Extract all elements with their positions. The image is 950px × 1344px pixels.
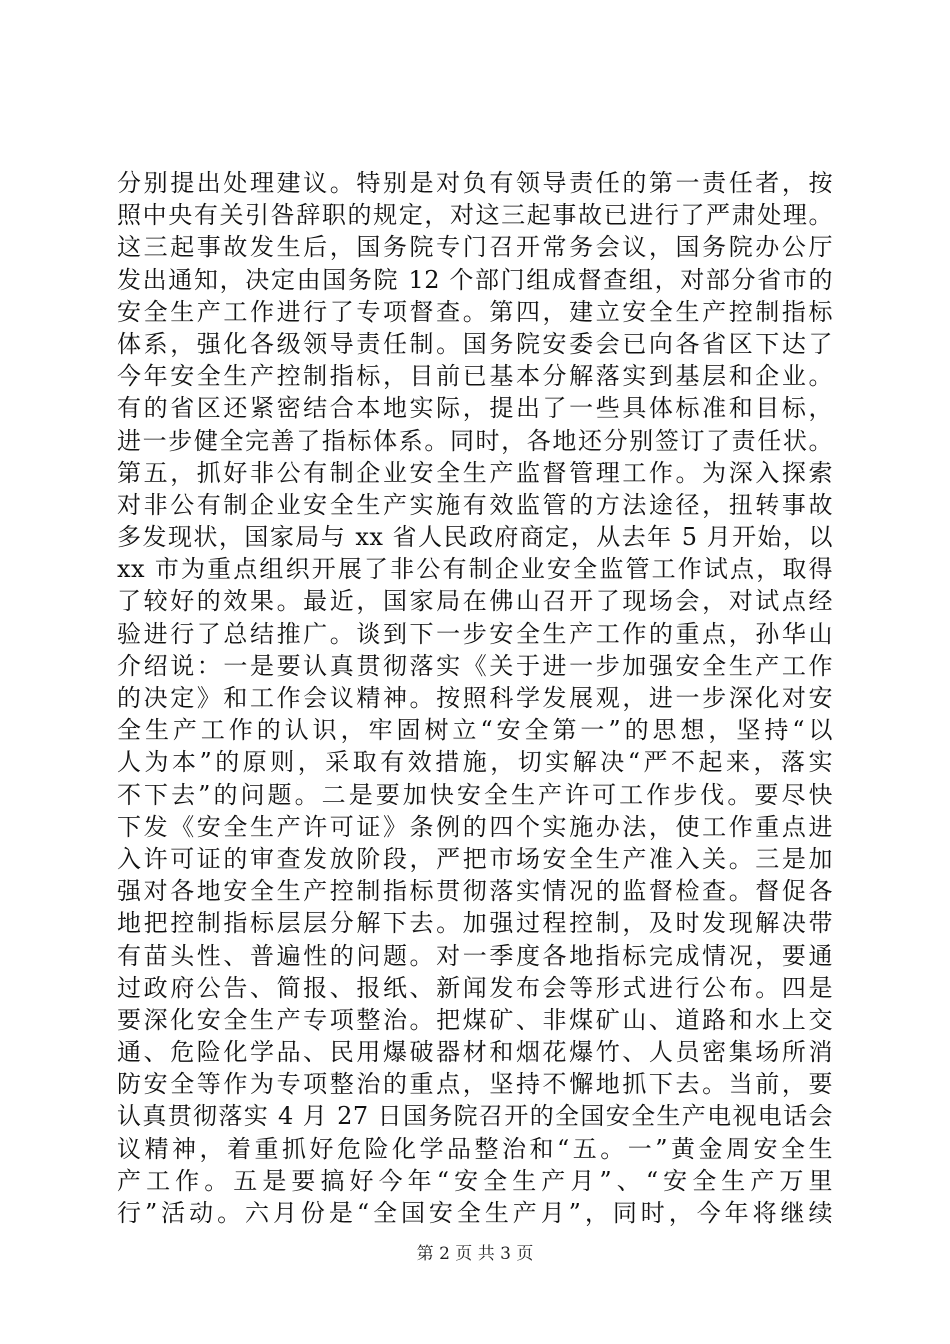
text-line: 照中央有关引咎辞职的规定，对这三起事故已进行了严肃处理。: [117, 201, 833, 230]
text-line: 认真贯彻落实 4 月 27 日国务院召开的全国安全生产电视电话会: [117, 1102, 833, 1131]
text-line: 入许可证的审查发放阶段，严把市场安全生产准入关。三是加: [117, 844, 833, 873]
text-line: 要深化安全生产专项整治。把煤矿、非煤矿山、道路和水上交: [117, 1005, 833, 1034]
text-line: 安全生产工作进行了专项督查。第四，建立安全生产控制指标: [117, 297, 833, 326]
text-line: 议精神，着重抓好危险化学品整治和“五。一”黄金周安全生: [117, 1134, 833, 1163]
text-line: 对非公有制企业安全生产实施有效监管的方法途径，扭转事故: [117, 490, 833, 519]
text-line: 强对各地安全生产控制指标贯彻落实情况的监督检查。督促各: [117, 877, 833, 906]
text-line: xx 市为重点组织开展了非公有制企业安全监管工作试点，取得: [117, 555, 833, 584]
text-line: 有的省区还紧密结合本地实际，提出了一些具体标准和目标，: [117, 394, 833, 423]
text-line: 了较好的效果。最近，国家局在佛山召开了现场会，对试点经: [117, 587, 833, 616]
text-line: 介绍说：一是要认真贯彻落实《关于进一步加强安全生产工作: [117, 651, 833, 680]
body-text: [117, 167, 833, 1229]
text-line: 发出通知，决定由国务院 12 个部门组成督查组，对部分省市的: [117, 265, 833, 294]
text-line: 第五，抓好非公有制企业安全生产监督管理工作。为深入探索: [117, 458, 833, 487]
text-line: 防安全等作为专项整治的重点，坚持不懈地抓下去。当前，要: [117, 1070, 833, 1099]
text-line: 地把控制指标层层分解下去。加强过程控制，及时发现解决带: [117, 909, 833, 938]
text-line: 全生产工作的认识，牢固树立“安全第一”的思想，坚持“以: [117, 716, 833, 745]
text-line: 产工作。五是要搞好今年“安全生产月”、“安全生产万里: [117, 1166, 833, 1195]
text-line: 不下去”的问题。二是要加快安全生产许可工作步伐。要尽快: [117, 780, 833, 809]
text-line: 人为本”的原则，采取有效措施，切实解决“严不起来，落实: [117, 748, 833, 777]
text-line: 通、危险化学品、民用爆破器材和烟花爆竹、人员密集场所消: [117, 1038, 833, 1067]
page-number-footer: 第 2 页 共 3 页: [416, 1244, 534, 1264]
text-line: 进一步健全完善了指标体系。同时，各地还分别签订了责任状。: [117, 426, 833, 455]
text-line: 多发现状，国家局与 xx 省人民政府商定，从去年 5 月开始，以: [117, 523, 833, 552]
text-line: 有苗头性、普遍性的问题。对一季度各地指标完成情况，要通: [117, 941, 833, 970]
text-line: 过政府公告、简报、报纸、新闻发布会等形式进行公布。四是: [117, 973, 833, 1002]
text-line: 下发《安全生产许可证》条例的四个实施办法，使工作重点进: [117, 812, 833, 841]
text-line: 行”活动。六月份是“全国安全生产月”，同时，今年将继续: [117, 1199, 833, 1227]
text-line: 分别提出处理建议。特别是对负有领导责任的第一责任者，按: [117, 169, 833, 197]
text-line: 的决定》和工作会议精神。按照科学发展观，进一步深化对安: [117, 684, 833, 712]
text-line: 这三起事故发生后，国务院专门召开常务会议，国务院办公厅: [117, 233, 833, 262]
text-line: 体系，强化各级领导责任制。国务院安委会已向各省区下达了: [117, 329, 833, 358]
text-line: 今年安全生产控制指标，目前已基本分解落实到基层和企业。: [117, 362, 833, 391]
text-line: 验进行了总结推广。谈到下一步安全生产工作的重点，孙华山: [117, 619, 833, 648]
